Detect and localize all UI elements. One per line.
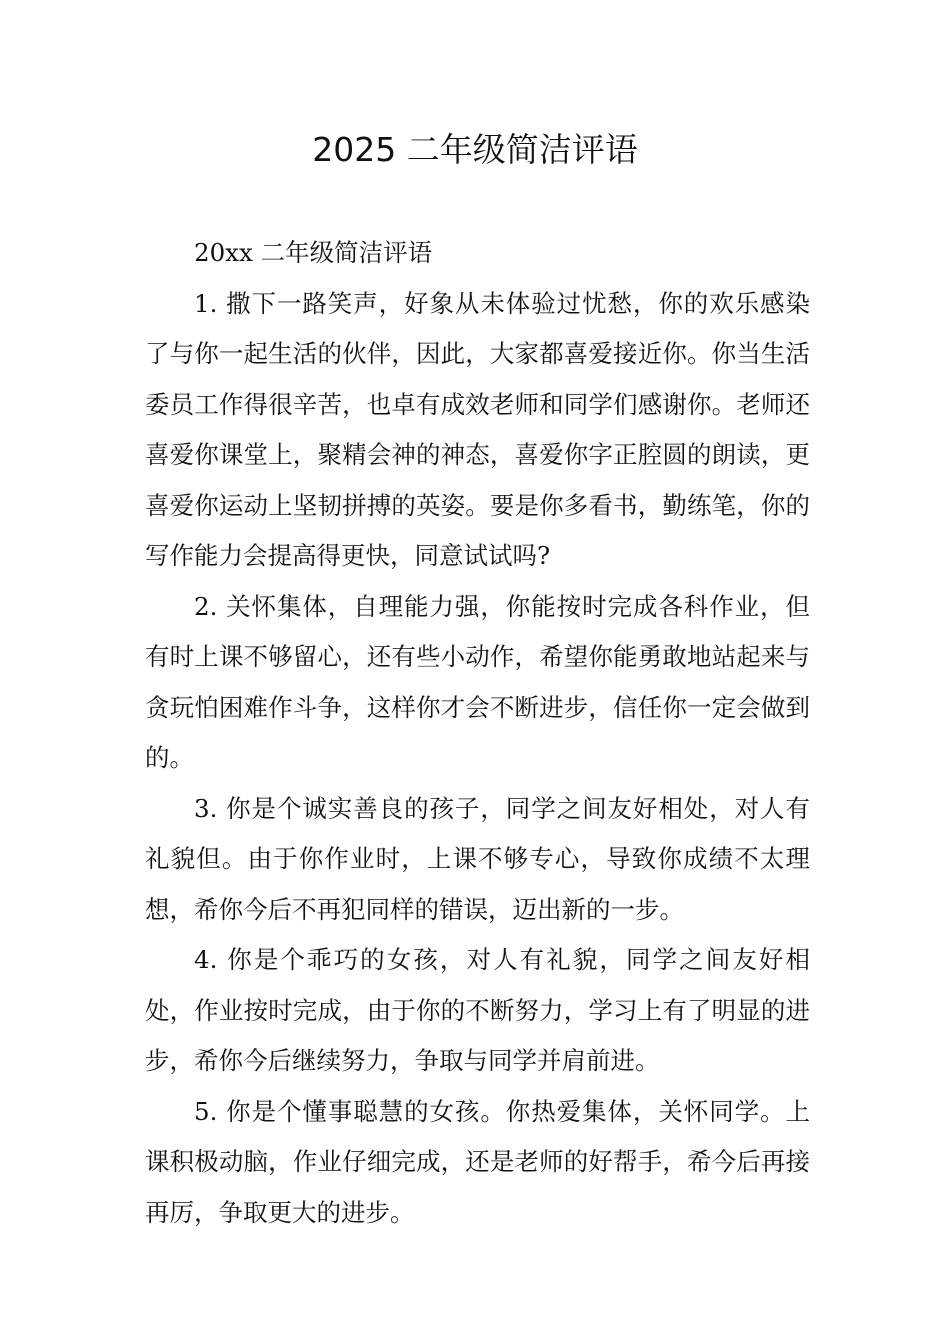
comment-paragraph-3: 3. 你是个诚实善良的孩子，同学之间友好相处，对人有礼貌但。由于你作业时，上课不够专心，导致你成绩不太理想，希你今后不再犯同样的错误，迈出新的一步。 (145, 793, 810, 924)
comment-paragraph-4: 4. 你是个乖巧的女孩，对人有礼貌，同学之间友好相处，作业按时完成，由于你的不断努力，学习上有了明显的进步，希你今后继续努力，争取与同学并肩前进。 (145, 945, 810, 1075)
comment-paragraph-1: 1. 撒下一路笑声，好象从未体验过忧愁，你的欢乐感染了与你一起生活的伙伴，因此，大家都喜爱接近你。你当生活委员工作得很辛苦，也卓有成效老师和同学们感谢你。老师还喜爱你课堂上，聚精会神的神态，喜爱你字正腔圆的朗读，更喜爱你运动上坚韧拼搏的英姿。要是你多看书，勤练笔，你的写作能力会提高得更快，同意试试吗? (145, 288, 810, 570)
document-subtitle: 20xx 二年级简洁评语 (194, 238, 433, 267)
comment-paragraph-5: 5. 你是个懂事聪慧的女孩。你热爱集体，关怀同学。上课积极动脑，作业仔细完成，还是老师的好帮手，希今后再接再厉，争取更大的进步。 (145, 1096, 810, 1227)
document-title: 2025 二年级简洁评语 (312, 130, 638, 169)
document-body (145, 228, 810, 1238)
comment-paragraph-2: 2. 关怀集体，自理能力强，你能按时完成各科作业，但有时上课不够留心，还有些小动作，希望你能勇敢地站起来与贪玩怕困难作斗争，这样你才会不断进步，信任你一定会做到的。 (145, 591, 810, 772)
